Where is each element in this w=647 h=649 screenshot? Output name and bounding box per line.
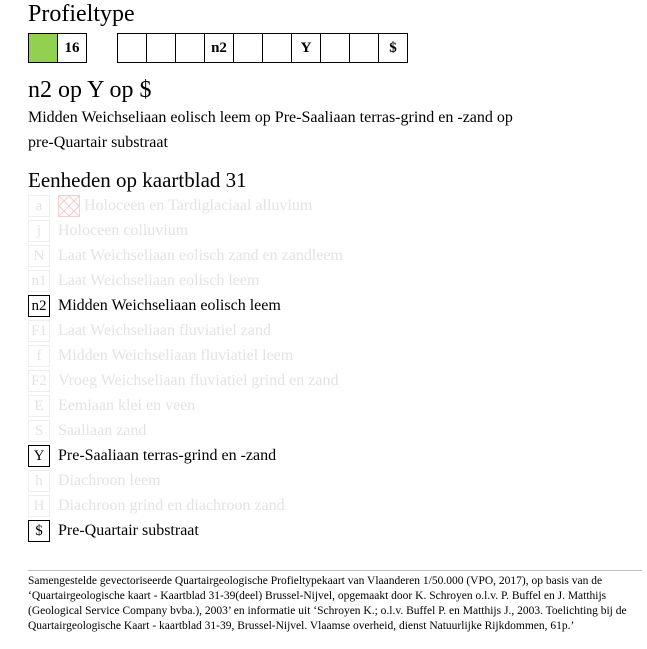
unit-label: Diachroon grind en diachroon zand [58, 497, 285, 514]
unit-label: Pre-Quartair substraat [58, 522, 199, 539]
source-citation: Samengestelde gevectoriseerde Quartairgeologische Profieltypekaart van Vlaanderen 1/50.000 (VPO, 2017), op basis van de ‘Quartairgeologische kaart - Kaartblad 31-39(deel) Brussel-Nijvel, opgemaakt door K. Schroyen o.l.v. P. Buffel en J. Matthijs (Geological Service Company bvba.), 2003’ en informatie uit ‘Schroyen K.; o.l.v. Buffel P. en Matthijs J., 2003. Toelichting bij de Quartairgeologische Kaart - kaartblad 31-39, Brussel-Nijvel. Vlaamse overheid, dienst Natuurlijke Rijkdommen, 61p.’ [28, 575, 627, 632]
profile-layer-cell [175, 33, 205, 63]
unit-item [28, 220, 528, 242]
unit-label: Laat Weichseliaan eolisch leem [58, 272, 260, 289]
unit-code-box: H [28, 495, 50, 517]
unit-item [28, 520, 528, 542]
unit-code-box: $ [28, 520, 50, 542]
page-title: Profieltype [28, 1, 135, 27]
hatch-pattern-icon [58, 195, 80, 217]
profile-description: Midden Weichseliaan eolisch leem op Pre-Saaliaan terras-grind en -zand op [28, 109, 513, 126]
units-heading: Eenheden op kaartblad 31 [28, 168, 247, 192]
unit-label: Holoceen en Tardiglaciaal alluvium [84, 197, 313, 214]
unit-code-box: j [28, 220, 50, 242]
profile-strip [28, 33, 408, 63]
unit-item [28, 470, 528, 492]
unit-item [28, 395, 528, 417]
footer-divider [28, 570, 642, 571]
unit-label: Midden Weichseliaan eolisch leem [58, 297, 281, 314]
unit-code-box: n2 [28, 295, 50, 317]
profile-layer-cell [146, 33, 176, 63]
unit-label: Laat Weichseliaan fluviatiel zand [58, 322, 271, 339]
profile-strip-gap [87, 33, 117, 63]
profile-color-cell [28, 33, 58, 63]
profile-description-continued: pre-Quartair substraat [28, 134, 168, 151]
unit-item [28, 495, 528, 517]
unit-code-box: n1 [28, 270, 50, 292]
unit-label: Holoceen colluvium [58, 222, 189, 239]
unit-code-box: E [28, 395, 50, 417]
profile-layer-cell [349, 33, 379, 63]
unit-code-box: N [28, 245, 50, 267]
unit-label: Laat Weichseliaan eolisch zand en zandleem [58, 247, 343, 264]
unit-label: Saaliaan zand [58, 422, 147, 439]
profile-code-heading: n2 op Y op $ [28, 77, 152, 103]
unit-item [28, 295, 528, 317]
unit-item [28, 270, 528, 292]
unit-code-box: S [28, 420, 50, 442]
unit-item [28, 195, 528, 217]
profile-layer-cell [117, 33, 147, 63]
unit-code-box: Y [28, 445, 50, 467]
profile-layer-cell [320, 33, 350, 63]
unit-code-box: f [28, 345, 50, 367]
unit-label: Vroeg Weichseliaan fluviatiel grind en zand [58, 372, 339, 389]
profile-layer-cell: n2 [204, 33, 234, 63]
unit-label: Eemiaan klei en veen [58, 397, 196, 414]
profile-layer-cell: Y [291, 33, 321, 63]
unit-item [28, 445, 528, 467]
unit-code-box: F2 [28, 370, 50, 392]
profile-layer-cell: $ [378, 33, 408, 63]
unit-item [28, 420, 528, 442]
unit-code-box: F1 [28, 320, 50, 342]
profile-layer-cell [262, 33, 292, 63]
unit-label: Midden Weichseliaan fluviatiel leem [58, 347, 294, 364]
unit-code-box: a [28, 195, 50, 217]
unit-item [28, 320, 528, 342]
profile-layer-cell [233, 33, 263, 63]
unit-item [28, 370, 528, 392]
unit-label: Pre-Saaliaan terras-grind en -zand [58, 447, 277, 464]
unit-code-box: h [28, 470, 50, 492]
unit-item [28, 245, 528, 267]
unit-label: Diachroon leem [58, 472, 161, 489]
profile-number-cell: 16 [57, 33, 87, 63]
unit-item [28, 345, 528, 367]
